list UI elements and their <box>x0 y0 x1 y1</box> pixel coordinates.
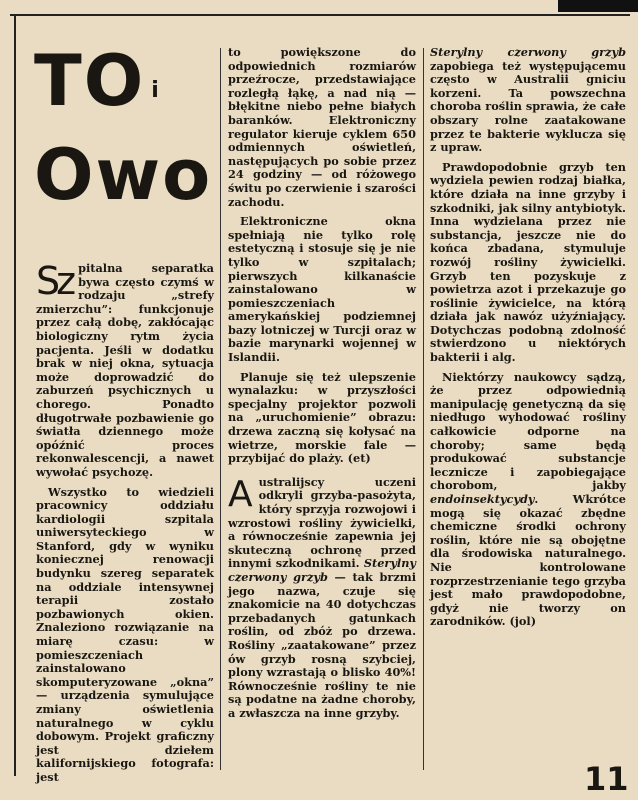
article2-paragraph-1: Australijscy uczeni odkryli grzyba-pasożyta, który sprzyja rozwojowi i wzrostowi rośliny żywicielki, a równocześnie zapewnia jej skuteczną ochronę przed innymi szkodnikami. Sterylny czerwony grzyb — tak brzmi jego nazwa, czuje się znakomicie na 40 dotychczas przebadanych gatunkach roślin, od zbóż po drzewa. Rośliny „zaatakowane” przez ów grzyb rosną szybciej, plony wzrastają o blisko 40%! Równocześnie rośliny te nie są podatne na żadne choroby, a zwłaszcza na inne grzyby. <box>228 473 416 720</box>
article1-paragraph-1: Sz pitalna separatka bywa często czymś w rodzaju „strefy zmierzchu”: funkcjonuje przez całą dobę, zakłócając biologiczny rytm życia pacjenta. Jeśli w dodatku brak w niej okna, sytuacja może doprowadzić do zaburzeń psychicznych u chorego. Ponadto długotrwałe pozbawienie go światła dziennego może opóźnić proces rekonwalescencji, a nawet wywołać psychozę. <box>36 259 214 479</box>
column-divider <box>423 48 424 770</box>
article1-paragraph-4: Elektroniczne okna spełniają nie tylko rolę estetyczną i stosuje się je nie tylko w szpitalach; pierwszych kilkanaście zainstalowano w pomieszczeniach amerykańskiej podziemnej bazy lotniczej w Turcji oraz w bazie marynarki wojennej w Islandii. <box>228 214 416 365</box>
article1-dropcap: Sz <box>36 259 73 303</box>
top-rule <box>10 14 630 16</box>
column-2 <box>228 46 416 727</box>
article1-paragraph-3: to powiększone do odpowiednich rozmiarów przeźrocze, przedstawiające rozległą łąkę, a nad nią — błękitne niebo pełne białych baranków. Elektroniczny regulator kieruje cyklem 650 odmiennych oświetleń, następujących po sobie przez 24 godziny — od różowego świtu po czerwienie i szarości zachodu. <box>228 45 416 209</box>
species-name-2: Sterylny czerwony grzyb <box>430 45 626 59</box>
headline-word-1: TO <box>34 40 146 122</box>
column-divider <box>220 48 221 770</box>
page-number: 11 <box>584 760 629 798</box>
article1-paragraph-2: Wszystko to wiedzieli pracownicy oddziału kardiologii szpitala uniwersyteckiego w Stanford, gdy w wyniku koniecznej renowacji budynku szereg separatek na oddziale intensywnej terapii zostało pozbawionych okien. Znaleziono rozwiązanie na miarę czasu: w pomieszczeniach zainstalowano skomputeryzowane „okna” — urządzenia symulujące zmiany oświetlenia naturalnego w cyklu dobowym. Projekt graficzny jest dziełem kalifornijskiego fotografa: jest <box>36 484 214 784</box>
column-1 <box>36 259 214 791</box>
term-endoinsektycydy: endoinsektycydy <box>430 492 535 506</box>
article2-paragraph-2: Prawdopodobnie grzyb ten wydziela pewien rodzaj białka, które działa na inne grzyby i szkodniki, jak silny antybiotyk. Inna wydzielana przez nie substancja, jeszcze nie do końca zbadana, stymuluje rozwój rośliny żywicielki. Grzyb ten pozyskuje z powietrza azot i przekazuje go roślinie żywicielce, na którą działa jak nawóz użyźniający. Dotychczas podobną zdolność stwierdzono u niektórych bakterii i alg. <box>430 159 626 365</box>
article2-paragraph-3: Niektórzy naukowcy sądzą, że przez odpowiednią manipulację genetyczną da się niedługo wyhodować rośliny całkowicie odporne na choroby; same będą produkować substancje lecznicze i zapobiegające chorobom, jakby endoinsektycydy. Wkrótce mogą się okazać zbędne chemiczne środki ochrony roślin, które nie są obojętne dla środowiska naturalnego. Nie kontrolowane rozprzestrzenianie tego grzyba jest mało prawdopodobne, gdyż nie tworzy on zarodników. (jol) <box>430 369 626 629</box>
column-3 <box>430 46 626 635</box>
article1-paragraph-5: Planuje się też ulepszenie wynalazku: w przyszłości specjalny projektor pozwoli na „uruchomienie” obrazu: drzewa zaczną się kołysać na wietrze, morskie fale — przybijać do plaży. (et) <box>228 369 416 466</box>
article2-dropcap: A <box>228 473 253 515</box>
headline-word-2: Owo <box>34 134 213 216</box>
headline-conjunction: i <box>151 78 159 103</box>
top-black-bar <box>558 0 638 12</box>
left-rule <box>14 16 16 776</box>
article2-paragraph-1-cont: Sterylny czerwony grzyb zapobiega też występującemu często w Australii gniciu korzeni. Ta powszechna choroba roślin sprawia, że całe obszary rolne zaatakowane przez te bakterie wyklucza się z upraw. <box>430 45 626 155</box>
species-name: Sterylny czerwony grzyb <box>228 556 416 584</box>
headline <box>34 40 213 216</box>
